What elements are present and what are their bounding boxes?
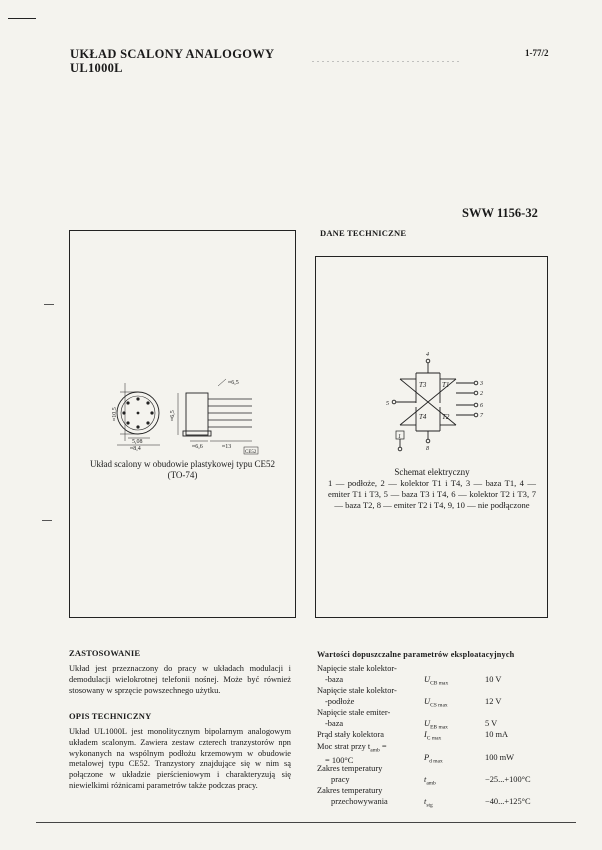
dim-label: ≈6,6 bbox=[192, 444, 203, 450]
table-row bbox=[317, 730, 552, 742]
pin-label: 7 bbox=[480, 413, 483, 419]
param-symbol: $P_{d max}$ bbox=[424, 753, 443, 765]
ratings-heading: Wartości dopuszczalne parametrów eksploatacyjnych bbox=[317, 650, 515, 659]
ratings-table bbox=[317, 664, 552, 808]
pin-label: 4 bbox=[426, 352, 429, 358]
title-line-1: UKŁAD SCALONY ANALOGOWY bbox=[70, 47, 275, 61]
page-reference: 1-77/2 bbox=[525, 48, 549, 58]
package-caption-line-1: Układ scalony w obudowie plastykowej typu CE52 bbox=[90, 459, 275, 469]
schematic-caption-body: 1 — podłoże, 2 — kolektor T1 i T4, 3 — baza T1, 4 — emiter T1 i T3, 5 — baza T3 i T4, 6 — kolektor T2 i T3, 7 — baza T2, 8 — emiter T2 i T4, 9, 10 — nie podłączone bbox=[328, 478, 536, 510]
dim-label: ≈6,5 bbox=[170, 410, 176, 421]
schematic-diagram bbox=[316, 257, 547, 617]
transistor-label: T3 bbox=[419, 381, 427, 389]
param-label-cont: pracy bbox=[331, 774, 350, 784]
param-symbol: $I_{C max}$ bbox=[424, 730, 442, 742]
dim-label: ≈8,4 bbox=[130, 446, 141, 452]
table-row bbox=[317, 742, 552, 764]
param-value: 5 V bbox=[485, 719, 498, 728]
param-label: Prąd stały kolektora bbox=[317, 730, 384, 739]
pin-label: 1 bbox=[398, 434, 401, 440]
param-value: 100 mW bbox=[485, 753, 515, 762]
param-label: Napięcie stałe emiter- bbox=[317, 708, 391, 717]
param-label-cont: -podłoże bbox=[325, 696, 355, 706]
faint-scan-mark bbox=[312, 61, 462, 62]
param-symbol: $U_{CB max}$ bbox=[424, 675, 449, 687]
param-label: Napięcie stałe kolektor- bbox=[317, 686, 397, 695]
pin-label: 5 bbox=[386, 401, 389, 407]
application-heading: ZASTOSOWANIE bbox=[69, 648, 141, 658]
pin-label: 6 bbox=[480, 403, 483, 409]
dim-label: ≈10,5 bbox=[112, 407, 118, 421]
dim-label: ≈13 bbox=[222, 444, 232, 450]
table-row bbox=[317, 764, 552, 786]
package-drawing bbox=[70, 231, 295, 617]
table-row bbox=[317, 686, 552, 708]
param-label: Zakres temperatury bbox=[317, 786, 383, 795]
package-drawing-box bbox=[69, 230, 296, 618]
schematic-box bbox=[315, 256, 548, 618]
param-symbol: $t_{stg}$ bbox=[424, 797, 433, 809]
pin-label: 3 bbox=[480, 381, 483, 387]
param-symbol: $t_{amb}$ bbox=[424, 775, 436, 787]
application-text: Układ jest przeznaczony do pracy w układach modulacji i demodulacji wielokrotnej telefonii nośnej. Może być również stosowany w sprzęcie powszechnego użytku. bbox=[69, 664, 291, 695]
table-row bbox=[317, 664, 552, 686]
param-label: Moc strat przy $t_{amb}$ = bbox=[317, 742, 387, 754]
product-code: SWW 1156-32 bbox=[462, 206, 538, 220]
param-label-cont: -baza bbox=[325, 674, 344, 684]
tech-data-heading: DANE TECHNICZNE bbox=[320, 228, 407, 238]
package-caption bbox=[70, 459, 295, 481]
title-line-2: UL1000L bbox=[70, 61, 123, 75]
schematic-caption-title: Schemat elektryczny bbox=[394, 467, 470, 477]
dim-label: ≈6,5 bbox=[228, 380, 239, 386]
margin-mark bbox=[42, 520, 52, 521]
param-label-cont: -baza bbox=[325, 718, 344, 728]
document-title bbox=[70, 47, 274, 75]
transistor-label: T2 bbox=[442, 413, 450, 421]
param-label: Napięcie stałe kolektor- bbox=[317, 664, 397, 673]
param-symbol: $U_{CS max}$ bbox=[424, 697, 448, 709]
param-value: −25...+100°C bbox=[485, 775, 531, 784]
schematic-caption bbox=[328, 467, 536, 511]
param-value: 12 V bbox=[485, 697, 502, 706]
dim-label: 5,08 bbox=[132, 439, 143, 445]
description-text: Układ UL1000L jest monolitycznym bipolarnym analogowym układem scalonym. Zawiera zestaw czterech tranzystorów npn wykonanych na wspólnym podłożu krzemowym w obudowie metalowej typu CE52. Tranzystory znajdujące się w nim są połączone w układzie pierścieniowym i charakteryzują się niewielkimi różnicami parametrów także podczas pracy. bbox=[69, 727, 291, 790]
param-value: −40...+125°C bbox=[485, 797, 531, 806]
pin-label: 8 bbox=[426, 446, 429, 452]
param-symbol: $U_{EB max}$ bbox=[424, 719, 448, 731]
package-caption-line-2: (TO-74) bbox=[167, 470, 198, 480]
param-label: Zakres temperatury bbox=[317, 764, 383, 773]
transistor-label: T1 bbox=[442, 381, 450, 389]
transistor-label: T4 bbox=[419, 413, 427, 421]
description-heading: OPIS TECHNICZNY bbox=[69, 711, 152, 721]
param-value: 10 V bbox=[485, 675, 502, 684]
param-label-cont: przechowywania bbox=[331, 796, 388, 806]
package-code-label: CE52 bbox=[245, 450, 257, 455]
pin-label: 2 bbox=[480, 391, 483, 397]
bottom-rule bbox=[36, 822, 576, 823]
margin-mark bbox=[44, 304, 54, 305]
top-rule bbox=[8, 18, 36, 19]
table-row bbox=[317, 786, 552, 808]
param-value: 10 mA bbox=[485, 730, 509, 739]
table-row bbox=[317, 708, 552, 730]
param-label-cont: = 100°C bbox=[325, 756, 354, 766]
